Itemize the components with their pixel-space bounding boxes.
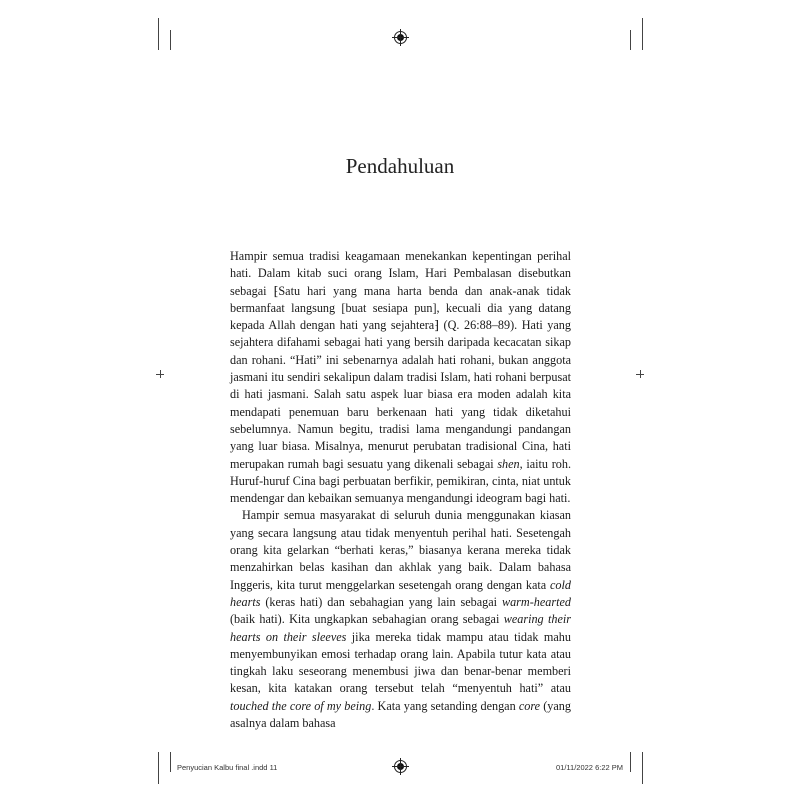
crop-mark-bottom-right-inner: [630, 752, 631, 772]
crop-mark-bottom-left-inner: [170, 752, 171, 772]
text-run: . Kata yang setanding dengan: [371, 698, 519, 713]
body-text: [230, 248, 571, 732]
slug-datetime: 01/11/2022 6:22 PM: [556, 763, 623, 772]
text-run: ⁅: [273, 283, 279, 298]
paragraph: [230, 507, 571, 732]
side-mark-left-v: [160, 370, 161, 378]
italic-text: wearing their hearts on their sleeves: [230, 612, 571, 644]
text-run: jika mereka tidak mampu atau tidak mahu menyembunyikan emosi terhadap orang lain. Apabila tutur kata atau tingkah laku seseorang menembusi jiwa dan benar-benar memberi kesan, kita katakan orang tersebut telah “menyentuh hati” atau: [230, 629, 571, 696]
crop-mark-top-right-outer: [642, 18, 643, 50]
text-run: (Q. 26:88–89). Hati yang sejahtera difahami sebagai hati yang bersih daripada kecacatan sikap dan rohani. “Hati” ini sebenarnya adalah hati rohani, bukan anggota jasmani itu sendiri sekalipun dalam tradisi Islam, hati rohani berpusat di hati jasmani. Salah satu aspek luar biasa era moden adalah kita mendapati penemuan baru berkenaan hati yang tidak diketahui sebelumnya. Namun begitu, tradisi lama mengandungi pandangan yang luar biasa. Misalnya, menurut perubatan tradisional Cina, hati merupakan rumah bagi sesuatu yang dikenali sebagai: [230, 318, 571, 471]
italic-text: shen: [497, 456, 520, 471]
text-run: (yang asalnya dalam bahasa: [230, 698, 571, 731]
slug-filename: Penyucian Kalbu final .indd 11: [177, 763, 278, 772]
text-run: Hampir semua masyarakat di seluruh dunia menggunakan kiasan yang secara langsung atau tidak menyentuh perihal hati. Sesetengah orang kita gelarkan “berhati keras,” biasanya kerana mereka tidak menzahirkan belas kasihan dan akhlak yang baik. Dalam bahasa Inggeris, kita turut menggelarkan sesetengah orang dengan kata: [230, 508, 571, 592]
italic-text: core: [518, 698, 541, 713]
italic-text: cold hearts: [230, 577, 571, 609]
registration-mark-top: [394, 31, 407, 44]
crop-mark-bottom-right-outer: [642, 752, 643, 784]
text-run: Hampir semua tradisi keagamaan menekankan kepentingan perihal hati. Dalam kitab suci orang Islam, Hari Pembalasan disebutkan sebagai: [230, 249, 571, 298]
paragraph: [230, 248, 571, 507]
crop-mark-top-left-outer: [158, 18, 159, 50]
text-run: (keras hati) dan sebahagian yang lain sebagai: [260, 594, 502, 609]
chapter-title: Pendahuluan: [345, 154, 455, 178]
side-mark-right-v: [640, 370, 641, 378]
text-run: (baik hati). Kita ungkapkan sebahagian orang sebagai: [230, 612, 504, 627]
text-run: Satu hari yang mana harta benda dan anak-anak tidak bermanfaat langsung [buat sesiapa pun], kecuali dia yang datang kepada Allah dengan hati yang sejahtera: [230, 283, 571, 333]
italic-text: touched the core of my being: [230, 698, 372, 713]
italic-text: warm-hearted: [501, 594, 571, 609]
registration-mark-bottom: [394, 760, 407, 773]
text-run: , iaitu roh. Huruf-huruf Cina bagi perbuatan berfikir, pemikiran, cinta, niat untuk mendengar dan kebaikan semuanya mengandungi ideogram bagi hati.: [230, 456, 571, 506]
text-run: ⁆: [434, 318, 439, 333]
crop-mark-bottom-left-outer: [158, 752, 159, 784]
crop-mark-top-right-inner: [630, 30, 631, 50]
crop-mark-top-left-inner: [170, 30, 171, 50]
